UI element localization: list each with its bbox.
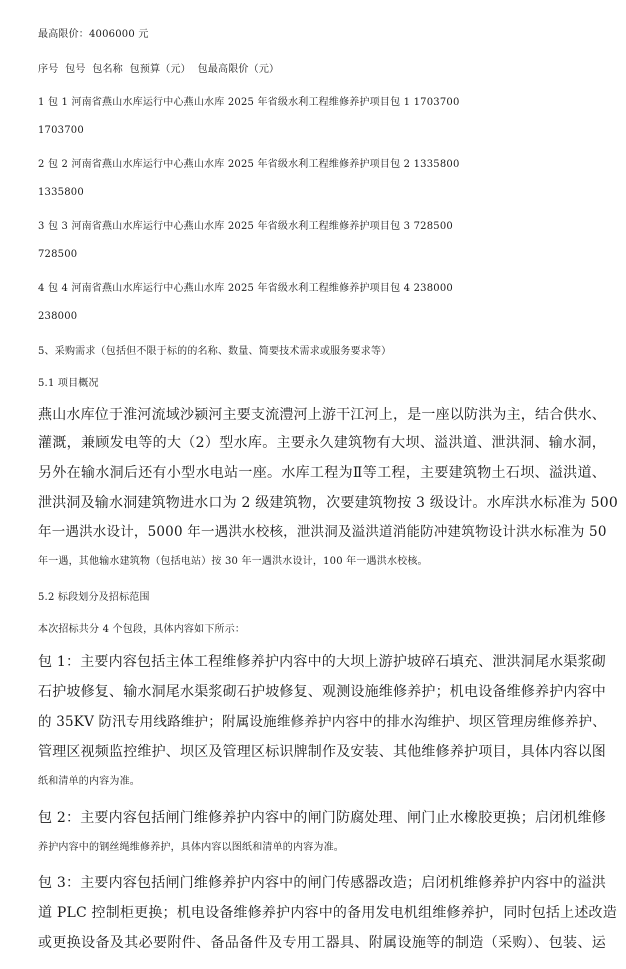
package-3-line-1: 包 3：主要内容包括闸门维修养护内容中的闸门传感器改造；启闭机维修养护内容中的溢洪 bbox=[38, 875, 606, 891]
package-3-line-2: 道 PLC 控制柜更换；机电设备维修养护内容中的备用发电机组维修养护，同时包括上述改造 bbox=[38, 905, 617, 921]
package-1-line-4: 管理区视频监控维护、坝区及管理区标识牌制作及安装、其他维修养护项目，具体内容以图 bbox=[38, 744, 606, 760]
package-row-1: 1 包 1 河南省燕山水库运行中心燕山水库 2025 年省级水利工程维修养护项目包 1 1703700 bbox=[38, 97, 460, 108]
section-5-2-heading: 5.2 标段划分及招标范围 bbox=[38, 592, 150, 603]
package-2-line-2: 养护内容中的钢丝绳维修养护，具体内容以图纸和清单的内容为准。 bbox=[38, 842, 344, 853]
package-row-4: 4 包 4 河南省燕山水库运行中心燕山水库 2025 年省级水利工程维修养护项目包 4 238000 bbox=[38, 283, 453, 294]
package-1-line-5: 纸和清单的内容为准。 bbox=[38, 776, 140, 787]
overview-line-1: 燕山水库位于淮河流域沙颍河主要支流澧河上游干江河上，是一座以防洪为主，结合供水、 bbox=[38, 407, 606, 423]
package-2-line-1: 包 2：主要内容包括闸门维修养护内容中的闸门防腐处理、闸门止水橡胶更换；启闭机维修 bbox=[38, 810, 606, 826]
package-3-line-3: 或更换设备及其必要附件、备品备件及专用工器具、附属设施等的制造（采购）、包装、运 bbox=[38, 935, 606, 951]
overview-line-4: 泄洪洞及输水洞建筑物进水口为 2 级建筑物，次要建筑物按 3 级设计。水库洪水标准为 500 bbox=[38, 495, 618, 511]
max-price-line: 最高限价：4006000 元 bbox=[38, 29, 149, 40]
package-row-2-limit: 1335800 bbox=[38, 187, 84, 198]
package-row-4-limit: 238000 bbox=[38, 311, 78, 322]
package-row-3-limit: 728500 bbox=[38, 249, 78, 260]
overview-line-5: 年一遇洪水设计，5000 年一遇洪水校核，泄洪洞及溢洪道消能防冲建筑物设计洪水标准为 50 bbox=[38, 524, 607, 540]
overview-line-2: 灌溉，兼顾发电等的大（2）型水库。主要永久建筑物有大坝、溢洪道、泄洪洞、输水洞， bbox=[38, 435, 606, 451]
section-5-2-intro: 本次招标共分 4 个包段，具体内容如下所示： bbox=[38, 624, 246, 635]
overview-line-3: 另外在输水洞后还有小型水电站一座。水库工程为Ⅱ等工程，主要建筑物土石坝、溢洪道、 bbox=[38, 465, 606, 481]
package-row-1-limit: 1703700 bbox=[38, 125, 84, 136]
section-5-1-heading: 5.1 项目概况 bbox=[38, 378, 99, 389]
package-1-line-2: 石护坡修复、输水洞尾水渠浆砌石护坡修复、观测设施维修养护；机电设备维修养护内容中 bbox=[38, 684, 606, 700]
package-1-line-3: 的 35KV 防汛专用线路维护；附属设施维修养护内容中的排水沟维护、坝区管理房维修养护、 bbox=[38, 714, 606, 730]
section-5-heading: 5、采购需求（包括但不限于标的的名称、数量、简要技术需求或服务要求等） bbox=[38, 346, 392, 357]
package-table-header: 序号 包号 包名称 包预算（元） 包最高限价（元） bbox=[38, 64, 280, 75]
package-row-2: 2 包 2 河南省燕山水库运行中心燕山水库 2025 年省级水利工程维修养护项目包 2 1335800 bbox=[38, 159, 460, 170]
package-1-line-1: 包 1：主要内容包括主体工程维修养护内容中的大坝上游护坡碎石填充、泄洪洞尾水渠浆砌 bbox=[38, 654, 606, 670]
package-row-3: 3 包 3 河南省燕山水库运行中心燕山水库 2025 年省级水利工程维修养护项目包 3 728500 bbox=[38, 221, 453, 232]
overview-line-6: 年一遇，其他输水建筑物（包括电站）按 30 年一遇洪水设计，100 年一遇洪水校核。 bbox=[38, 556, 428, 567]
